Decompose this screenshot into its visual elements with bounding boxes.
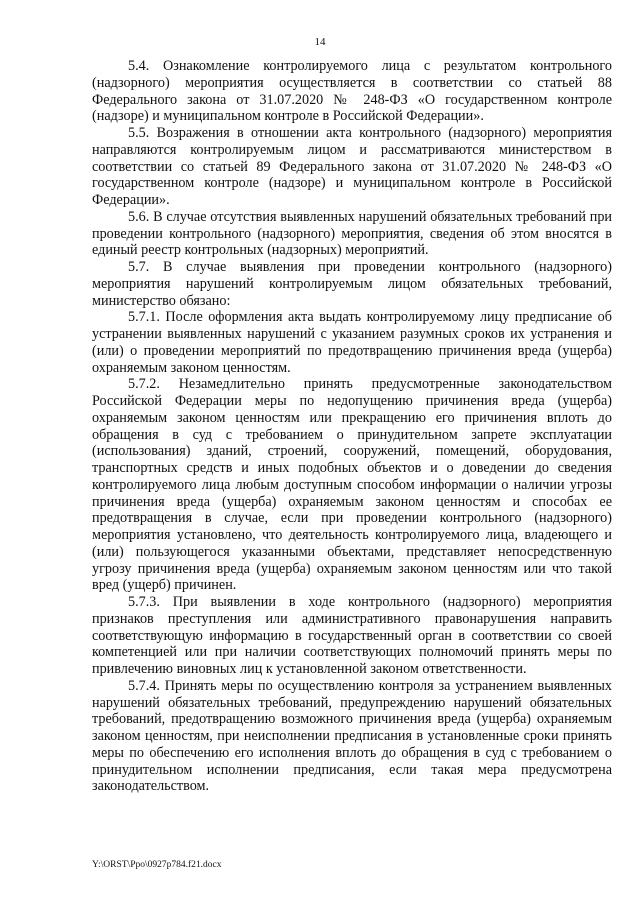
page-number: 14: [314, 36, 326, 48]
paragraph-5-7-4: 5.7.4. Принять меры по осуществлению контроля за устранением выявленных нарушений обязательных требований, предупреждению нарушений обязательных требований, предотвращению возможного причинения вреда (ущерба) охраняемым законом ценностям, при неисполнении предписания в установленные сроки принять меры по обеспечению его исполнения вплоть до обращения в суд с требованием о принудительном исполнении предписания, если такая мера предусмотрена законодательством.: [92, 677, 612, 795]
paragraph-5-7-3: 5.7.3. При выявлении в ходе контрольного (надзорного) мероприятия признаков преступления или административного правонарушения направить соответствующую информацию в государственный орган в соответствии со своей компетенцией или при наличии соответствующих полномочий принять меры по привлечению виновных лиц к установленной законом ответственности.: [92, 594, 612, 677]
paragraph-5-4: 5.4. Ознакомление контролируемого лица с результатом контрольного (надзорного) мероприятия осуществляется в соответствии со статьей 88 Федерального закона от 31.07.2020 № 248-ФЗ «О государственном контроле (надзоре) и муниципальном контроле в Российской Федерации».: [92, 58, 612, 125]
paragraph-5-7-1: 5.7.1. После оформления акта выдать контролируемому лицу предписание об устранении выявленных нарушений с указанием разумных сроков их устранения и (или) о проведении мероприятий по предотвращению причинения вреда (ущерба) охраняемым законом ценностям.: [92, 309, 612, 376]
paragraph-5-7-2: 5.7.2. Незамедлительно принять предусмотренные законодательством Российской Федерации меры по недопущению причинения вреда (ущерба) охраняемым законом ценностям или прекращению его причинения вплоть до обращения в суд с требованием о принудительном запрете эксплуатации (использования) зданий, строений, сооружений, помещений, оборудования, транспортных средств и иных подобных объектов и о доведении до сведения контролируемого лица любым доступным способом информации о наличии угрозы причинения вреда (ущерба) охраняемым законом ценностям и способах ее предотвращения в случае, если при проведении контрольного (надзорного) мероприятия установлено, что деятельность контролируемого лица, владеющего и (или) пользующегося указанными объектами, представляет непосредственную угрозу причинения вреда (ущерба) охраняемым законом ценностям или что такой вред (ущерб) причинен.: [92, 376, 612, 594]
document-body: [92, 58, 612, 795]
paragraph-5-7: 5.7. В случае выявления при проведении контрольного (надзорного) мероприятия нарушений контролируемым лицом обязательных требований, министерство обязано:: [92, 259, 612, 309]
paragraph-5-6: 5.6. В случае отсутствия выявленных нарушений обязательных требований при проведении контрольного (надзорного) мероприятия, сведения об этом вносятся в единый реестр контрольных (надзорных) мероприятий.: [92, 208, 612, 259]
paragraph-5-5: 5.5. Возражения в отношении акта контрольного (надзорного) мероприятия направляются контролируемым лицом и рассматриваются министерством в соответствии со статьей 89 Федерального закона от 31.07.2020 № 248-ФЗ «О государственном контроле (надзоре) и муниципальном контроле в Российской Федерации».: [92, 125, 612, 208]
footer-file-path: Y:\ORST\Ppo\0927p784.f21.docx: [92, 860, 222, 870]
